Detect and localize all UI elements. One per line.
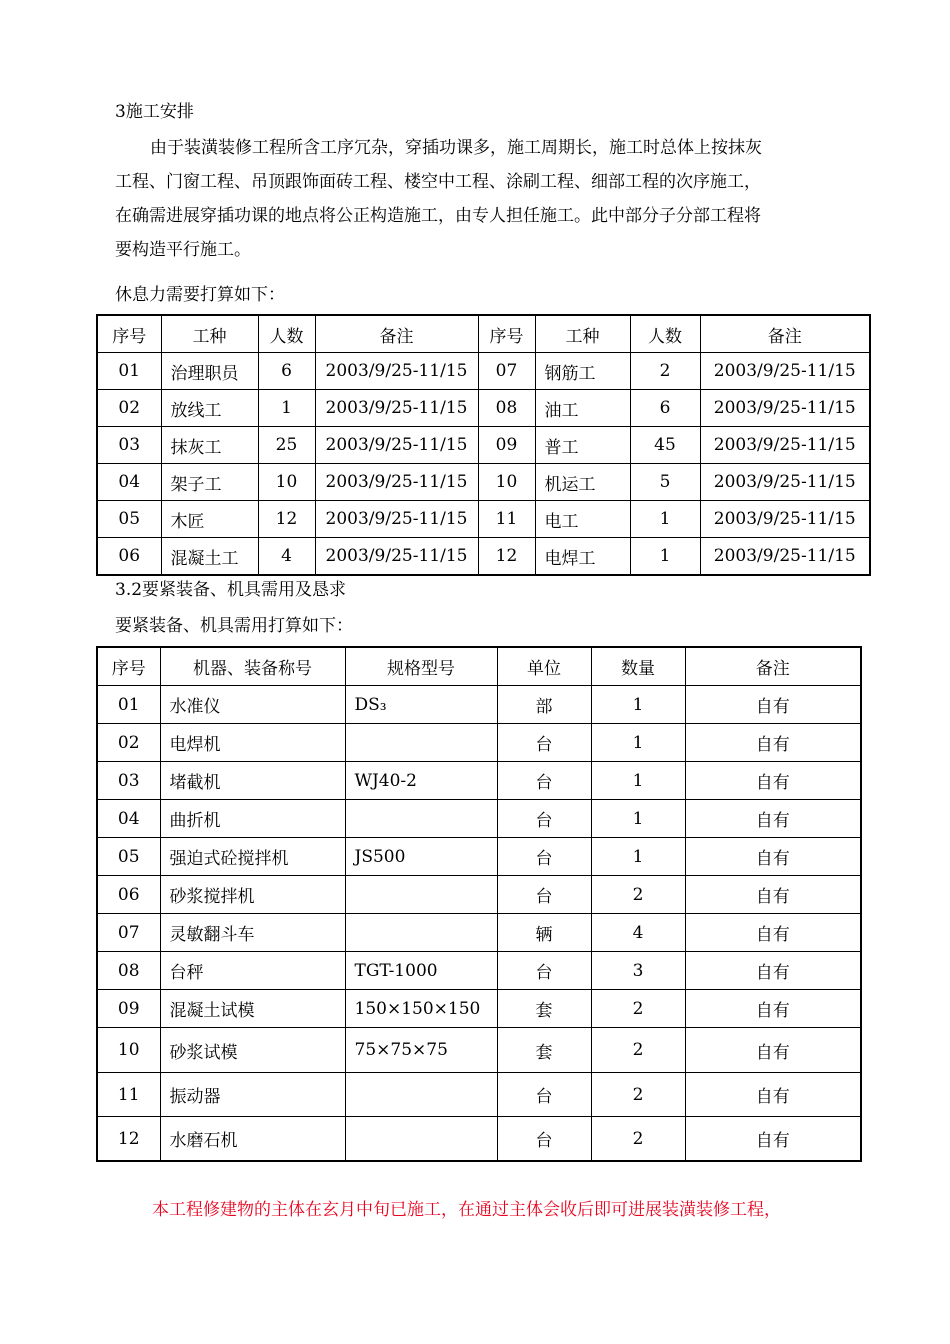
col-header: 序号 <box>478 315 535 353</box>
table-row <box>97 1117 861 1162</box>
cell-trade: 电焊工 <box>535 538 630 576</box>
cell-trade: 放线工 <box>161 390 258 427</box>
cell-trade: 治理职员 <box>161 353 258 390</box>
cell-no: 10 <box>97 1028 160 1073</box>
cell-note: 2003/9/25-11/15 <box>700 390 870 427</box>
table-row <box>97 876 861 914</box>
col-header: 数量 <box>591 647 685 686</box>
cell-model <box>345 724 497 762</box>
cell-equipment-name: 砂浆试模 <box>160 1028 345 1073</box>
cell-quantity: 2 <box>591 1117 685 1162</box>
cell-trade: 钢筋工 <box>535 353 630 390</box>
intro-paragraph <box>115 131 865 267</box>
col-header: 人数 <box>258 315 315 353</box>
cell-note: 自有 <box>685 990 861 1028</box>
cell-no: 12 <box>97 1117 160 1162</box>
cell-no: 11 <box>97 1073 160 1117</box>
cell-trade: 抹灰工 <box>161 427 258 464</box>
col-header: 人数 <box>630 315 700 353</box>
cell-count: 6 <box>258 353 315 390</box>
cell-note: 自有 <box>685 1028 861 1073</box>
cell-note: 自有 <box>685 724 861 762</box>
equipment-table-header <box>97 647 861 686</box>
cell-quantity: 1 <box>591 800 685 838</box>
cell-note: 2003/9/25-11/15 <box>315 538 478 576</box>
cell-note: 2003/9/25-11/15 <box>700 353 870 390</box>
cell-no: 01 <box>97 353 161 390</box>
cell-equipment-name: 台秤 <box>160 952 345 990</box>
cell-no: 03 <box>97 427 161 464</box>
table-row <box>97 990 861 1028</box>
cell-unit: 台 <box>497 762 591 800</box>
equipment-intro: 要紧装备、机具需用打算如下： <box>115 616 353 636</box>
cell-model <box>345 800 497 838</box>
intro-line-2: 工程、门窗工程、吊顶跟饰面砖工程、楼空中工程、涂刷工程、细部工程的次序施工， <box>115 172 761 192</box>
cell-note: 2003/9/25-11/15 <box>315 353 478 390</box>
cell-trade: 木匠 <box>161 501 258 538</box>
cell-note: 自有 <box>685 876 861 914</box>
cell-count: 10 <box>258 464 315 501</box>
cell-trade: 普工 <box>535 427 630 464</box>
table-row <box>97 838 861 876</box>
cell-note: 自有 <box>685 914 861 952</box>
col-header: 机器、装备称号 <box>160 647 345 686</box>
cell-count: 1 <box>630 538 700 576</box>
cell-no: 12 <box>478 538 535 576</box>
cell-count: 4 <box>258 538 315 576</box>
cell-quantity: 2 <box>591 990 685 1028</box>
cell-model: 75×75×75 <box>345 1028 497 1073</box>
table-row <box>97 686 861 724</box>
intro-line-3: 在确需进展穿插功课的地点将公正构造施工，由专人担任施工。此中部分子分部工程将 <box>115 206 761 226</box>
section-heading: 3施工安排 <box>115 102 194 122</box>
table-row <box>97 762 861 800</box>
cell-unit: 套 <box>497 990 591 1028</box>
cell-count: 25 <box>258 427 315 464</box>
cell-no: 11 <box>478 501 535 538</box>
intro-line-4: 要构造平行施工。 <box>115 240 251 260</box>
cell-unit: 台 <box>497 800 591 838</box>
cell-no: 06 <box>97 876 160 914</box>
cell-count: 6 <box>630 390 700 427</box>
equipment-table <box>96 646 862 1162</box>
table-row <box>97 427 870 464</box>
cell-equipment-name: 水准仪 <box>160 686 345 724</box>
cell-quantity: 4 <box>591 914 685 952</box>
cell-model: TGT-1000 <box>345 952 497 990</box>
cell-no: 06 <box>97 538 161 576</box>
cell-model <box>345 1073 497 1117</box>
table-row <box>97 1028 861 1073</box>
cell-note: 2003/9/25-11/15 <box>315 390 478 427</box>
cell-count: 45 <box>630 427 700 464</box>
cell-quantity: 3 <box>591 952 685 990</box>
table-row <box>97 390 870 427</box>
table-row <box>97 538 870 576</box>
cell-note: 自有 <box>685 838 861 876</box>
table-row <box>97 724 861 762</box>
table-row <box>97 952 861 990</box>
col-header: 备注 <box>315 315 478 353</box>
table-row <box>97 800 861 838</box>
equipment-heading: 3.2要紧装备、机具需用及恳求 <box>115 580 347 600</box>
cell-quantity: 2 <box>591 1073 685 1117</box>
cell-no: 03 <box>97 762 160 800</box>
cell-no: 01 <box>97 686 160 724</box>
cell-note: 2003/9/25-11/15 <box>315 427 478 464</box>
cell-trade: 油工 <box>535 390 630 427</box>
cell-count: 12 <box>258 501 315 538</box>
cell-note: 2003/9/25-11/15 <box>315 464 478 501</box>
table-row <box>97 1073 861 1117</box>
cell-trade: 电工 <box>535 501 630 538</box>
col-header: 工种 <box>535 315 630 353</box>
cell-model: 150×150×150 <box>345 990 497 1028</box>
cell-count: 1 <box>630 501 700 538</box>
labor-intro: 休息力需要打算如下： <box>115 285 285 305</box>
cell-model: WJ40-2 <box>345 762 497 800</box>
cell-note: 自有 <box>685 762 861 800</box>
cell-no: 10 <box>478 464 535 501</box>
cell-note: 2003/9/25-11/15 <box>700 427 870 464</box>
cell-no: 08 <box>478 390 535 427</box>
cell-model <box>345 876 497 914</box>
col-header: 规格型号 <box>345 647 497 686</box>
labor-table-header <box>97 315 870 353</box>
cell-equipment-name: 强迫式砼搅拌机 <box>160 838 345 876</box>
cell-no: 05 <box>97 501 161 538</box>
cell-count: 5 <box>630 464 700 501</box>
cell-note: 自有 <box>685 952 861 990</box>
cell-unit: 辆 <box>497 914 591 952</box>
col-header: 备注 <box>685 647 861 686</box>
cell-no: 04 <box>97 800 160 838</box>
cell-note: 2003/9/25-11/15 <box>315 501 478 538</box>
table-row <box>97 501 870 538</box>
cell-equipment-name: 振动器 <box>160 1073 345 1117</box>
table-row <box>97 353 870 390</box>
cell-quantity: 2 <box>591 1028 685 1073</box>
cell-model <box>345 914 497 952</box>
table-row <box>97 464 870 501</box>
cell-quantity: 1 <box>591 724 685 762</box>
cell-unit: 台 <box>497 1073 591 1117</box>
cell-no: 09 <box>97 990 160 1028</box>
labor-table <box>96 314 871 576</box>
cell-trade: 机运工 <box>535 464 630 501</box>
cell-no: 08 <box>97 952 160 990</box>
cell-note: 自有 <box>685 686 861 724</box>
cell-equipment-name: 电焊机 <box>160 724 345 762</box>
cell-quantity: 1 <box>591 762 685 800</box>
cell-equipment-name: 混凝土试模 <box>160 990 345 1028</box>
cell-note: 自有 <box>685 800 861 838</box>
cell-note: 自有 <box>685 1073 861 1117</box>
cell-count: 1 <box>258 390 315 427</box>
cell-unit: 台 <box>497 1117 591 1162</box>
cell-no: 07 <box>97 914 160 952</box>
cell-no: 09 <box>478 427 535 464</box>
cell-unit: 台 <box>497 838 591 876</box>
cell-quantity: 1 <box>591 838 685 876</box>
col-header: 序号 <box>97 647 160 686</box>
cell-unit: 套 <box>497 1028 591 1073</box>
col-header: 工种 <box>161 315 258 353</box>
cell-note: 2003/9/25-11/15 <box>700 501 870 538</box>
cell-count: 2 <box>630 353 700 390</box>
cell-equipment-name: 堵截机 <box>160 762 345 800</box>
cell-no: 02 <box>97 390 161 427</box>
cell-note: 2003/9/25-11/15 <box>700 464 870 501</box>
cell-equipment-name: 水磨石机 <box>160 1117 345 1162</box>
cell-no: 02 <box>97 724 160 762</box>
cell-unit: 台 <box>497 724 591 762</box>
cell-model: JS500 <box>345 838 497 876</box>
col-header: 备注 <box>700 315 870 353</box>
cell-trade: 架子工 <box>161 464 258 501</box>
cell-model: DS₃ <box>345 686 497 724</box>
cell-no: 07 <box>478 353 535 390</box>
cell-note: 自有 <box>685 1117 861 1162</box>
cell-unit: 部 <box>497 686 591 724</box>
col-header: 序号 <box>97 315 161 353</box>
closing-red-text: 本工程修建物的主体在玄月中旬已施工，在通过主体会收后即可进展装潢装修工程， <box>152 1200 781 1220</box>
intro-line-1: 由于装潢装修工程所含工序冗杂，穿插功课多，施工周期长，施工时总体上按抹灰 <box>150 138 762 158</box>
table-row <box>97 914 861 952</box>
cell-model <box>345 1117 497 1162</box>
cell-equipment-name: 灵敏翻斗车 <box>160 914 345 952</box>
cell-equipment-name: 曲折机 <box>160 800 345 838</box>
cell-unit: 台 <box>497 952 591 990</box>
col-header: 单位 <box>497 647 591 686</box>
cell-note: 2003/9/25-11/15 <box>700 538 870 576</box>
cell-unit: 台 <box>497 876 591 914</box>
cell-quantity: 1 <box>591 686 685 724</box>
cell-trade: 混凝土工 <box>161 538 258 576</box>
cell-equipment-name: 砂浆搅拌机 <box>160 876 345 914</box>
cell-quantity: 2 <box>591 876 685 914</box>
cell-no: 05 <box>97 838 160 876</box>
cell-no: 04 <box>97 464 161 501</box>
